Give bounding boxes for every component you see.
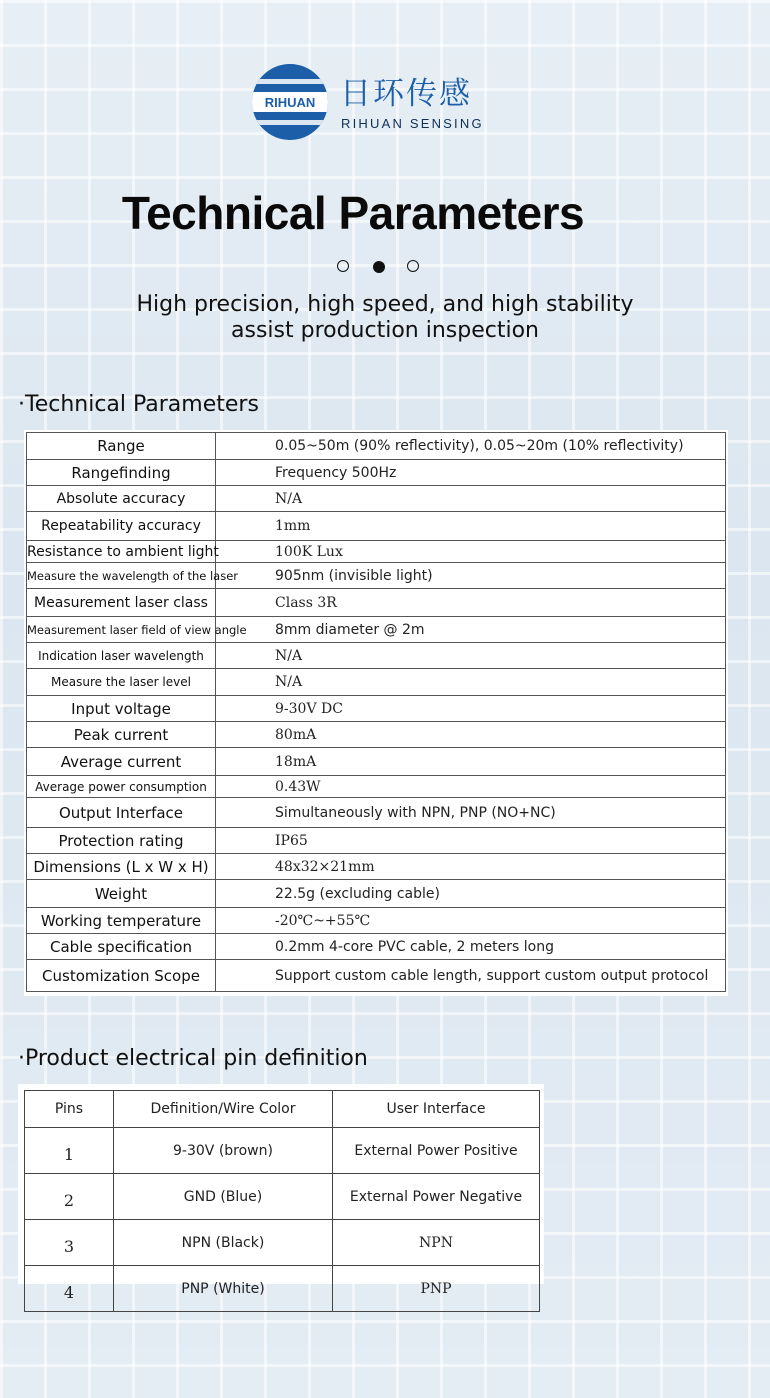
param-value: 0.2mm 4-core PVC cable, 2 meters long [216,934,726,960]
param-value: 0.05~50m (90% reflectivity), 0.05~20m (10% reflectivity) [216,433,726,460]
pin-definition: 9-30V (brown) [114,1128,333,1174]
param-value: 48x32×21mm [216,854,726,880]
param-value: N/A [216,486,726,512]
param-value: 100K Lux [216,541,726,563]
param-label: Indication laser wavelength [27,643,216,669]
param-value: 9-30V DC [216,696,726,722]
table-row [27,589,726,617]
table-row [27,748,726,776]
pin-definition: NPN (Black) [114,1220,333,1266]
carousel-dot-active[interactable] [373,261,385,273]
param-label: Measure the laser level [27,669,216,696]
table-row [27,880,726,908]
param-value: N/A [216,669,726,696]
param-label: Dimensions (L x W x H) [27,854,216,880]
pins-table [24,1090,540,1312]
param-label: Resistance to ambient light [27,541,216,563]
table-header-row [25,1091,540,1128]
param-value: 1mm [216,512,726,541]
param-value: N/A [216,643,726,669]
column-header: User Interface [333,1091,540,1128]
param-label: Peak current [27,722,216,748]
param-value: 0.43W [216,776,726,798]
logo-mark-text: RIHUAN [264,95,316,110]
pins-table-card [18,1084,544,1302]
table-row [27,460,726,486]
pin-number: 1 [25,1128,114,1174]
table-row [27,433,726,460]
table-row [27,828,726,854]
pin-number: 3 [25,1220,114,1266]
param-label: Output Interface [27,798,216,828]
table-row [27,669,726,696]
param-value: IP65 [216,828,726,854]
column-header: Pins [25,1091,114,1128]
carousel-dot[interactable] [407,260,419,272]
table-row [27,617,726,643]
table-row [27,854,726,880]
table-row [27,486,726,512]
param-value: Support custom cable length, support custom output protocol [216,960,726,992]
param-label: Repeatability accuracy [27,512,216,541]
column-header: Definition/Wire Color [114,1091,333,1128]
hero-subtitle [0,292,770,344]
param-label: Range [27,433,216,460]
pin-number: 2 [25,1174,114,1220]
param-label: Cable specification [27,934,216,960]
brand-name-en: RIHUAN SENSING [341,116,484,131]
param-value: Class 3R [216,589,726,617]
page-title: Technical Parameters [121,187,585,239]
table-row [25,1128,540,1174]
params-table [26,432,726,992]
param-label: Weight [27,880,216,908]
param-label: Average current [27,748,216,776]
params-table-card [24,430,728,996]
param-value: 80mA [216,722,726,748]
pin-interface: NPN [333,1220,540,1266]
pin-definition: PNP (White) [114,1266,333,1312]
param-value: Frequency 500Hz [216,460,726,486]
table-row [25,1174,540,1220]
brand-name-cn: 日环传感 [340,76,472,112]
table-row [25,1220,540,1266]
pins-heading: ·Product electrical pin definition [18,1046,368,1071]
param-value: -20℃~+55℃ [216,908,726,934]
table-row [27,696,726,722]
param-label: Absolute accuracy [27,486,216,512]
pin-number: 4 [25,1266,114,1312]
param-value: 18mA [216,748,726,776]
table-row [27,512,726,541]
param-label: Protection rating [27,828,216,854]
params-heading: ·Technical Parameters [18,392,259,417]
table-row [27,908,726,934]
param-label: Measurement laser field of view angle [27,617,216,643]
brand-logo [252,64,492,144]
subtitle-line-2: assist production inspection [231,318,539,343]
table-row [27,722,726,748]
carousel-dot[interactable] [337,260,349,272]
param-label: Measure the wavelength of the laser [27,563,216,589]
table-row [27,776,726,798]
table-row [27,934,726,960]
param-value: 8mm diameter @ 2m [216,617,726,643]
table-row [27,960,726,992]
param-label: Input voltage [27,696,216,722]
subtitle-line-1: High precision, high speed, and high stability [136,292,634,317]
param-value: Simultaneously with NPN, PNP (NO+NC) [216,798,726,828]
table-row [27,643,726,669]
param-value: 905nm (invisible light) [216,563,726,589]
param-value: 22.5g (excluding cable) [216,880,726,908]
param-label: Customization Scope [27,960,216,992]
pin-interface: External Power Negative [333,1174,540,1220]
param-label: Rangefinding [27,460,216,486]
pin-interface: External Power Positive [333,1128,540,1174]
table-row [27,563,726,589]
table-row [27,541,726,563]
rihuan-logo-icon [252,64,328,140]
param-label: Measurement laser class [27,589,216,617]
pin-definition: GND (Blue) [114,1174,333,1220]
table-row [25,1266,540,1312]
param-label: Average power consumption [27,776,216,798]
param-label: Working temperature [27,908,216,934]
table-row [27,798,726,828]
pin-interface: PNP [333,1266,540,1312]
